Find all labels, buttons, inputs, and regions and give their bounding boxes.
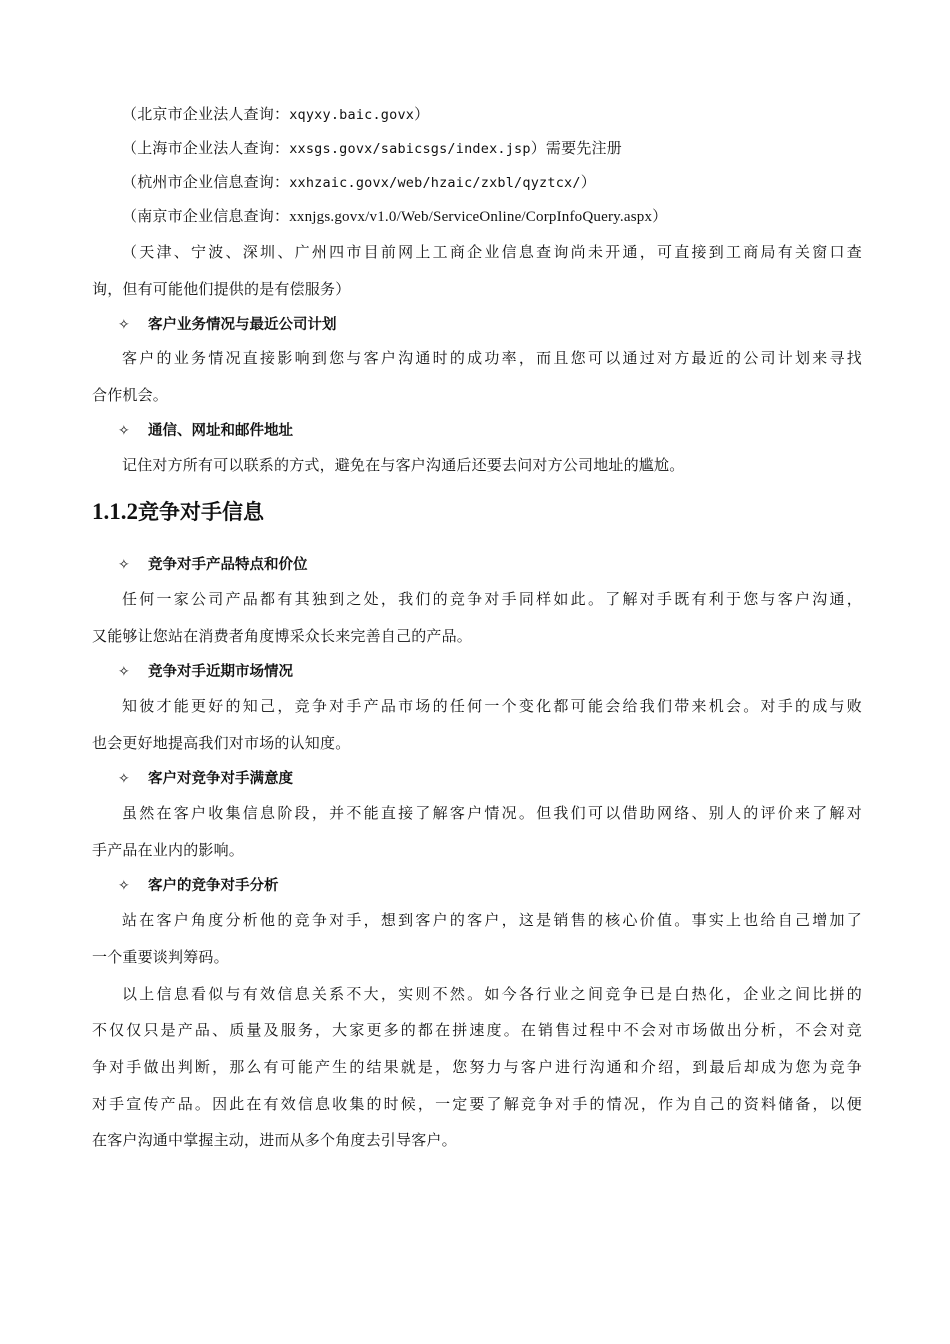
hangzhou-lookup-url: xxhzaic.govx/web/hzaic/zxbl/qyztcx/ [289, 175, 581, 191]
bullet-competitor-product-label: 竞争对手产品特点和价位 [148, 557, 308, 573]
competitor-product-para-line-1: 任何一家公司产品都有其独到之处，我们的竞争对手同样如此。了解对手既有利于您与客户沟通， [122, 590, 862, 608]
beijing-lookup-suffix: ） [414, 105, 430, 123]
contact-para-line-1: 记住对方所有可以联系的方式，避免在与客户沟通后还要去问对方公司地址的尴尬。 [122, 456, 685, 474]
nanjing-lookup-line [122, 206, 862, 227]
bullet-contact [118, 420, 293, 440]
hangzhou-lookup-line [122, 172, 862, 193]
shanghai-lookup-line [122, 138, 862, 159]
shanghai-lookup-url: xxsgs.govx/sabicsgs/index.jsp [289, 141, 531, 157]
shanghai-lookup-prefix: （上海市企业法人查询： [122, 139, 290, 157]
beijing-lookup-url: xqyxy.baic.govx [289, 107, 415, 123]
customer-business-para-line-1: 客户的业务情况直接影响到您与客户沟通时的成功率，而且您可以通过对方最近的公司计划来寻找 [122, 349, 862, 367]
satisfaction-para-line-2: 手产品在业内的影响。 [92, 841, 245, 859]
hangzhou-lookup-suffix: ） [580, 173, 596, 191]
bullet-customer-business [118, 314, 337, 334]
diamond-bullet-icon: ✧ [118, 423, 130, 439]
diamond-bullet-icon: ✧ [118, 557, 130, 573]
others-lookup-line-2: 询，但有可能他们提供的是有偿服务） [92, 280, 351, 298]
diamond-bullet-icon: ✧ [118, 878, 130, 894]
analysis-para-line-2: 一个重要谈判筹码。 [92, 948, 229, 966]
customer-business-para-line-2: 合作机会。 [92, 386, 169, 404]
diamond-bullet-icon: ✧ [118, 317, 130, 333]
competitor-product-para-line-2: 又能够让您站在消费者角度博采众长来完善自己的产品。 [92, 627, 473, 645]
beijing-lookup-prefix: （北京市企业法人查询： [122, 105, 290, 123]
bullet-customer-business-label: 客户业务情况与最近公司计划 [148, 317, 337, 333]
shanghai-lookup-suffix: ）需要先注册 [530, 139, 622, 157]
beijing-lookup-line [122, 104, 862, 125]
hangzhou-lookup-prefix: （杭州市企业信息查询： [122, 173, 290, 191]
summary-para-line-4: 对手宣传产品。因此在有效信息收集的时候，一定要了解竞争对手的情况，作为自己的资料储备，以便 [92, 1095, 862, 1113]
section-heading [92, 498, 264, 526]
competitor-market-para-line-1: 知彼才能更好的知己，竞争对手产品市场的任何一个变化都可能会给我们带来机会。对手的成与败 [122, 697, 862, 715]
bullet-competitor-market [118, 661, 293, 681]
bullet-contact-label: 通信、网址和邮件地址 [148, 423, 293, 439]
nanjing-lookup-url: xxnjgs.govx/v1.0/Web/ServiceOnline/CorpInfoQuery.aspx [289, 209, 653, 225]
bullet-satisfaction-label: 客户对竞争对手满意度 [148, 771, 293, 787]
summary-para-line-2: 不仅仅只是产品、质量及服务，大家更多的都在拼速度。在销售过程中不会对市场做出分析，不会对竞 [92, 1021, 862, 1039]
section-title: 竞争对手信息 [138, 500, 264, 524]
diamond-bullet-icon: ✧ [118, 771, 130, 787]
section-number: 1.1.2 [92, 499, 138, 524]
diamond-bullet-icon: ✧ [118, 664, 130, 680]
analysis-para-line-1: 站在客户角度分析他的竞争对手，想到客户的客户，这是销售的核心价值。事实上也给自己增加了 [122, 911, 862, 929]
bullet-competitor-product [118, 554, 308, 574]
bullet-competitor-market-label: 竞争对手近期市场情况 [148, 664, 293, 680]
satisfaction-para-line-1: 虽然在客户收集信息阶段，并不能直接了解客户情况。但我们可以借助网络、别人的评价来了解对 [122, 804, 862, 822]
bullet-satisfaction [118, 768, 293, 788]
summary-para-line-3: 争对手做出判断，那么有可能产生的结果就是，您努力与客户进行沟通和介绍，到最后却成为您为竞争 [92, 1058, 862, 1076]
bullet-analysis-label: 客户的竞争对手分析 [148, 878, 279, 894]
bullet-analysis [118, 875, 279, 895]
nanjing-lookup-prefix: （南京市企业信息查询： [122, 207, 290, 225]
summary-para-line-1: 以上信息看似与有效信息关系不大，实则不然。如今各行业之间竞争已是白热化，企业之间比拼的 [122, 985, 862, 1003]
nanjing-lookup-suffix: ） [652, 207, 668, 225]
competitor-market-para-line-2: 也会更好地提高我们对市场的认知度。 [92, 734, 351, 752]
summary-para-line-5: 在客户沟通中掌握主动，进而从多个角度去引导客户。 [92, 1131, 457, 1149]
others-lookup-line-1: （天津、宁波、深圳、广州四市目前网上工商企业信息查询尚未开通，可直接到工商局有关窗口查 [122, 243, 862, 261]
